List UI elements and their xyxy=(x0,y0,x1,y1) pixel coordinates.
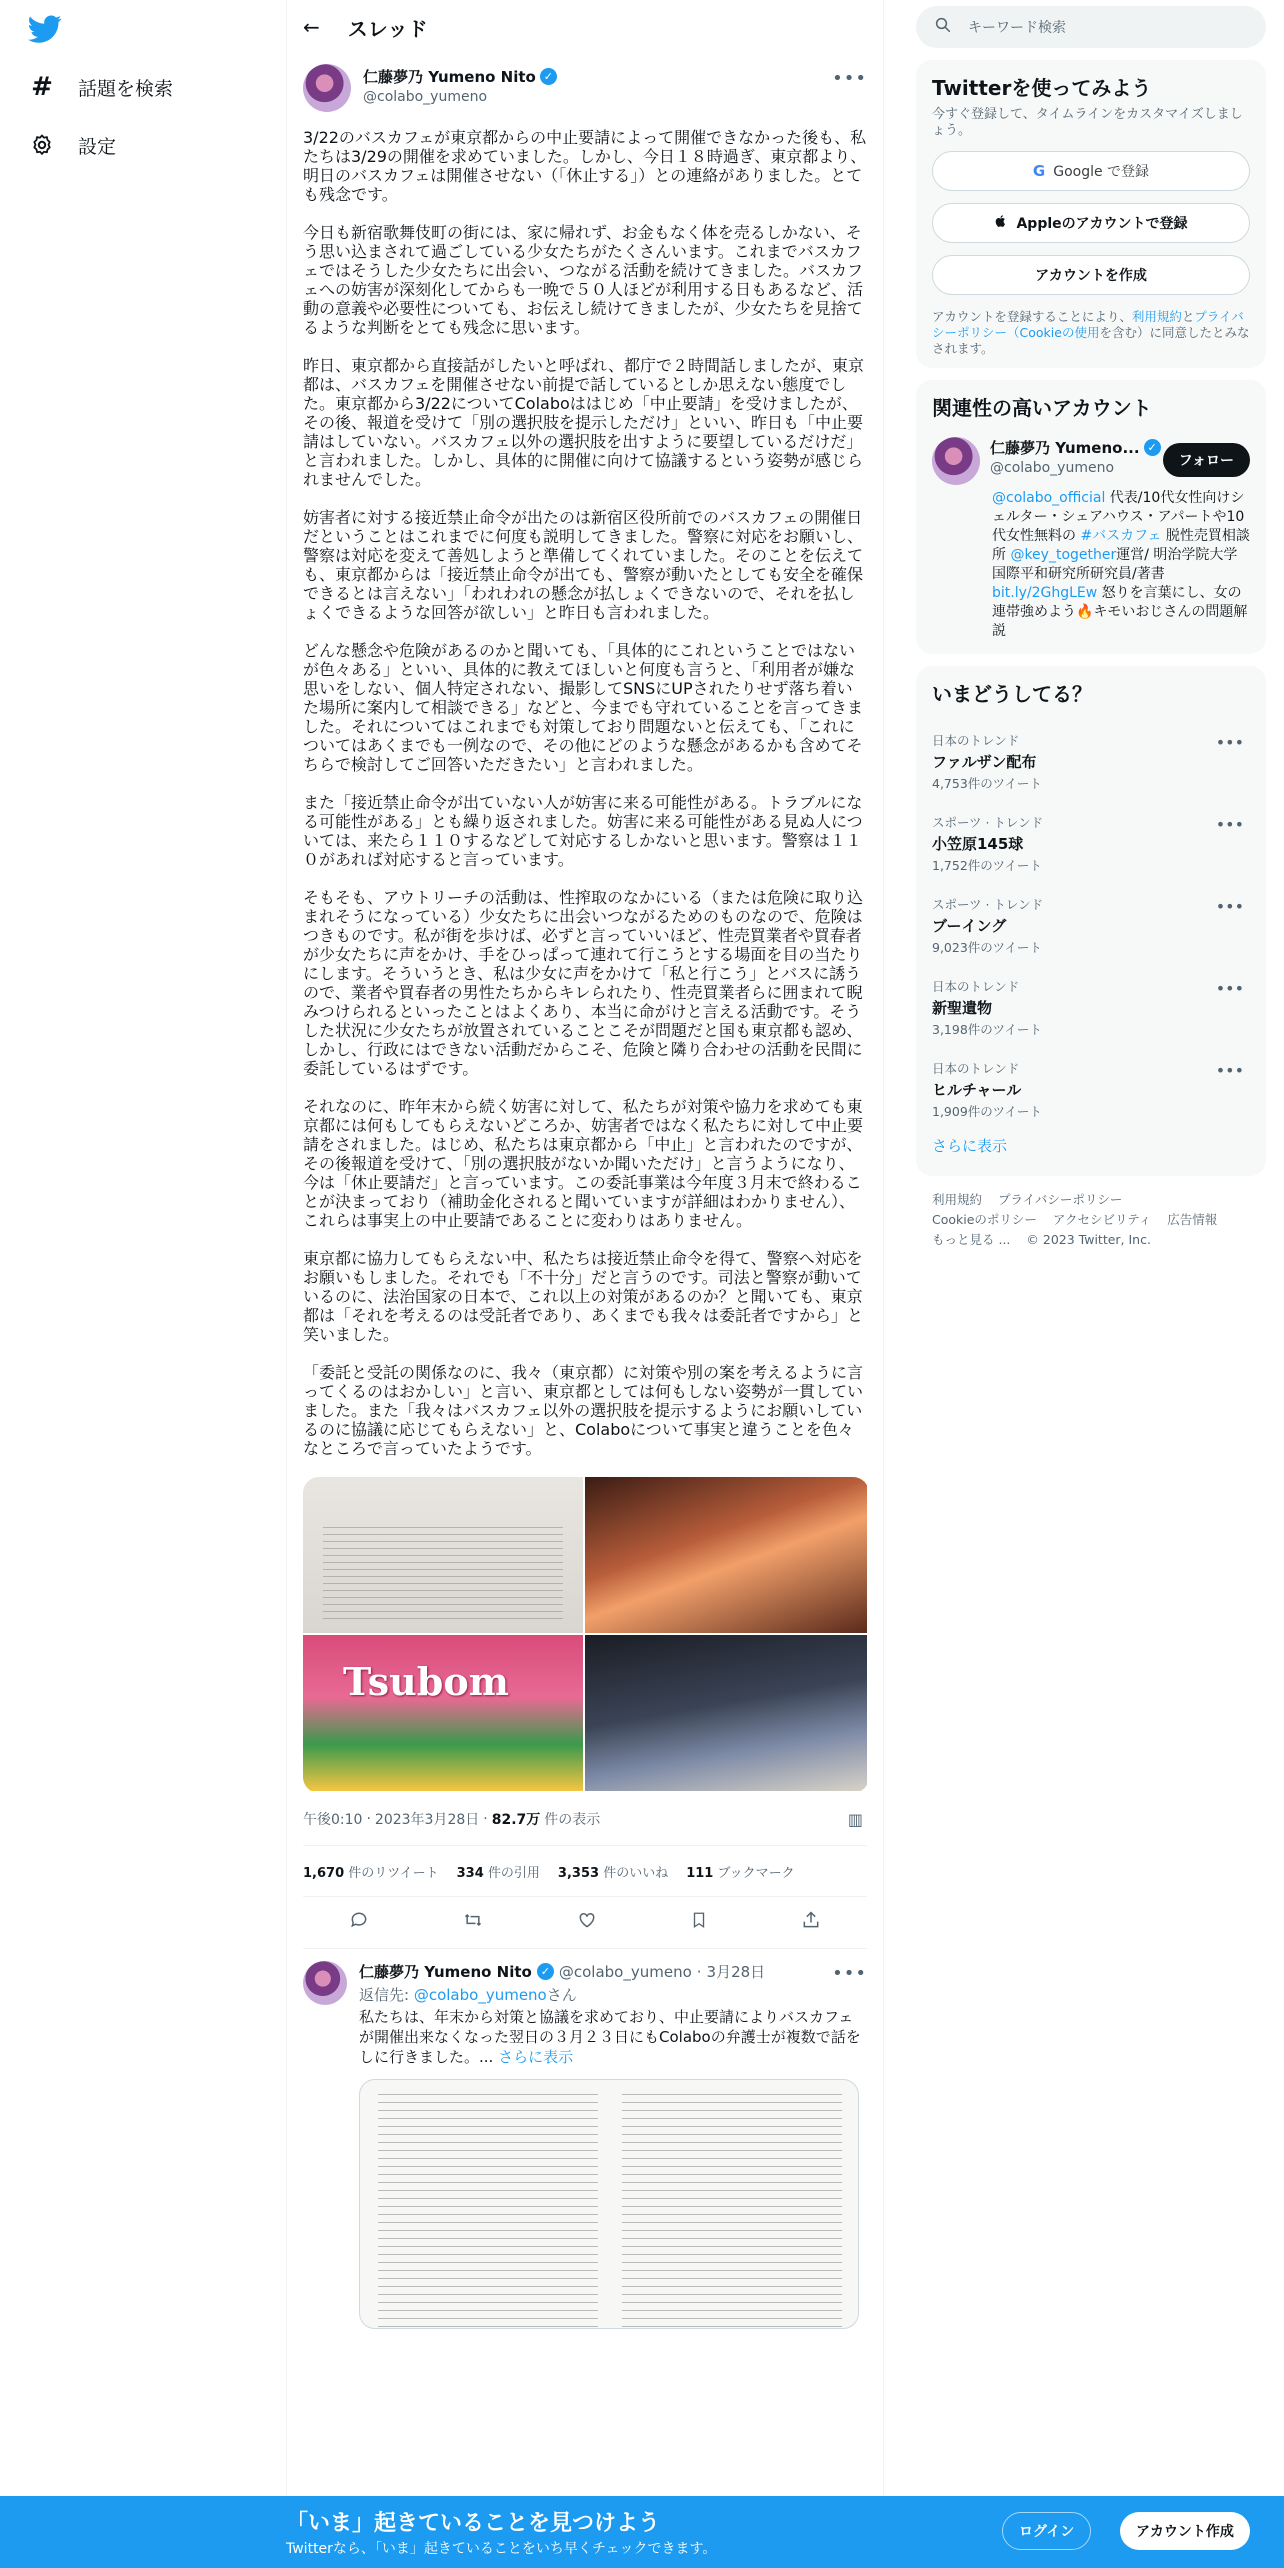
nav-settings-label: 設定 xyxy=(78,135,117,158)
more-options-icon[interactable]: ••• xyxy=(832,68,867,89)
footer-link[interactable]: プライバシーポリシー xyxy=(998,1192,1123,1207)
right-sidebar xyxy=(916,0,1266,1250)
apple-signup-button[interactable]: Appleのアカウントで登録 xyxy=(932,203,1250,243)
hashtag-icon: # xyxy=(31,72,53,102)
footer-link[interactable]: 利用規約 xyxy=(932,1192,983,1207)
trend-item[interactable]: 日本のトレンド 新聖遺物 3,198件のツイート ••• xyxy=(932,979,1244,1037)
footer-link[interactable]: アクセシビリティ xyxy=(1052,1212,1152,1227)
trend-item[interactable]: 日本のトレンド ファルザン配布 4,753件のツイート ••• xyxy=(932,733,1244,791)
apple-icon xyxy=(994,213,1008,233)
footer-link[interactable]: Cookieのポリシー xyxy=(932,1212,1037,1227)
media-bus-aisle-photo[interactable] xyxy=(585,1635,867,1791)
more-options-icon[interactable]: ••• xyxy=(832,1963,867,1984)
tweet-text xyxy=(303,128,867,1458)
avatar[interactable] xyxy=(303,1961,347,2005)
signup-terms: アカウントを登録することにより、利用規約とプライバシーポリシー（Cookieの使用を含む）に同意したとみなされます。 xyxy=(932,309,1250,356)
related-account[interactable] xyxy=(932,437,1250,485)
tweet-time[interactable]: 午後0:10 xyxy=(303,1812,363,1828)
trend-item[interactable]: スポーツ · トレンド 小笠原145球 1,752件のツイート ••• xyxy=(932,815,1244,873)
copyright: © 2023 Twitter, Inc. xyxy=(1026,1232,1151,1247)
show-more-link[interactable]: さらに表示 xyxy=(498,2048,574,2066)
tweet-paragraph: 「委託と受託の関係なのに、我々（東京都）に対策や別の案を考えるように言ってくるのはおかしい」と言い、東京都としては何もしない姿勢が一貫していました。また「我々はバスカフェ以外の選択肢を提示するようにお願いしているのに協議に応じてもらえない」と、Colaboについて事実と違うことを色々なところで言っていたようです。 xyxy=(303,1363,864,1458)
footer-links xyxy=(916,1190,1266,1250)
tweet-paragraph: 3/22のバスカフェが東京都からの中止要請によって開催できなかった後も、私たちは3/29の開催を求めていました。しかし、今日１８時過ぎ、東京都より、明日のバスカフェは開催させない（「休止する」）との連絡がありました。とても残念です。 xyxy=(303,128,867,204)
reply-author-handle[interactable]: @colabo_yumeno xyxy=(558,1962,692,1981)
avatar[interactable] xyxy=(932,437,980,485)
google-signup-button[interactable]: G Google で登録 xyxy=(932,151,1250,191)
bus-brand-text: Tsubom xyxy=(343,1659,509,1704)
terms-link[interactable]: 利用規約 xyxy=(1131,309,1182,324)
more-options-icon[interactable]: ••• xyxy=(1215,897,1244,916)
tweet-paragraph: 妨害者に対する接近禁止命令が出たのは新宿区役所前でのバスカフェの開催日だということはこれまでに何度も説明してきました。警察に対応をお願いし、警察は対応を変えて善処しようと準備してくれていました。そのことを伝えても、東京都からは「接近禁止命令が出ても、警察が動いたとしても安全を確保できるとは言えない」「われわれの懸念が払しょくできないので、それを払しょくできるような回答が欲しい」と昨日も言われました。 xyxy=(303,508,864,622)
reply-date[interactable]: 3月28日 xyxy=(706,1963,766,1981)
tweet-paragraph: 昨日、東京都から直接話がしたいと呼ばれ、都庁で２時間話しましたが、東京都は、バスカフェを開催させない前提で話しているとしか思えない態度でした。東京都から3/22についてColaboははじめ「中止要請」を受けましたが、その後、報道を受けて「別の選択肢を提示しただけ」といい、昨日も「中止要請はしていない。バスカフェ以外の選択肢を出すように要望しているだけだ」と言われました。しかし、具体的に開催に向けて協議するという姿勢が感じられませんでした。 xyxy=(303,356,864,489)
author-handle[interactable]: @colabo_yumeno xyxy=(363,89,488,105)
more-options-icon[interactable]: ••• xyxy=(1215,979,1244,998)
banner-subtitle: Twitterなら、「いま」起きていることをいち早くチェックできます。 xyxy=(286,2541,717,2557)
bookmark-icon[interactable] xyxy=(690,1910,708,1935)
quote-stat[interactable]: 334 件の引用 xyxy=(456,1865,540,1881)
retweet-icon[interactable] xyxy=(462,1910,484,1935)
reply-to-handle[interactable]: @colabo_yumeno xyxy=(413,1986,547,2004)
media-document-photo[interactable] xyxy=(303,1477,583,1633)
reply-icon[interactable] xyxy=(349,1910,369,1935)
analytics-icon[interactable]: ▥ xyxy=(847,1809,863,1829)
trend-item[interactable]: スポーツ · トレンド ブーイング 9,023件のツイート ••• xyxy=(932,897,1244,955)
tweet-date[interactable]: 2023年3月28日 xyxy=(374,1812,480,1828)
footer-link[interactable]: 広告情報 xyxy=(1167,1212,1218,1227)
related-title: 関連性の高いアカウント xyxy=(932,396,1152,420)
trends-card xyxy=(916,666,1266,1176)
tweet-author xyxy=(303,64,867,112)
more-options-icon[interactable]: ••• xyxy=(1215,1061,1244,1080)
related-name[interactable]: 仁藤夢乃 Yumeno... xyxy=(990,439,1140,457)
tweet-meta: 午後0:10 · 2023年3月28日 · 82.7万 件の表示 ▥ xyxy=(303,1809,863,1829)
signup-card xyxy=(916,60,1266,368)
search-icon xyxy=(934,16,952,38)
nav-explore-label: 話題を検索 xyxy=(78,77,174,100)
footer-more-link[interactable]: もっと見る ... xyxy=(932,1232,1011,1247)
media-bus-interior-photo[interactable] xyxy=(585,1477,867,1633)
reply-to-line: 返信先: @colabo_yumenoさん xyxy=(359,1986,577,2004)
tweet-paragraph: また「接近禁止命令が出ていない人が妨害に来る可能性がある。トラブルになる可能性がある」とも繰り返されました。妨害に来る可能性がある見ぬ人については、来たら１１０するなどして対応するしかないと思います。警察は１１０があれば対応すると言っています。 xyxy=(303,793,863,869)
left-nav xyxy=(0,0,286,2568)
media-bus-exterior-photo[interactable] xyxy=(303,1635,583,1791)
tweet-media-grid xyxy=(303,1477,869,1793)
search-input[interactable]: キーワード検索 xyxy=(968,20,1066,36)
back-arrow-icon[interactable]: ← xyxy=(303,15,320,39)
reply-text: 私たちは、年末から対策と協議を求めており、中止要請によりバスカフェが開催出来なくなった翌日の３月２３日にもColaboの弁護士が複数で話をしに行きました。... さらに表示 xyxy=(359,2008,861,2066)
fire-emoji-icon: 🔥 xyxy=(1076,604,1094,620)
thread-header xyxy=(287,0,883,54)
reply-tweet[interactable] xyxy=(287,1949,883,2341)
more-options-icon[interactable]: ••• xyxy=(1215,815,1244,834)
privacy-link[interactable]: プライバシーポリシー xyxy=(932,309,1244,340)
main-column xyxy=(286,0,884,2568)
signup-title: Twitterを使ってみよう xyxy=(932,76,1152,100)
tweet-paragraph: 今日も新宿歌舞伎町の街には、家に帰れず、お金もなく体を売るしかない、そう思い込まされて過ごしている少女たちがたくさんいます。これまでバスカフェではそうした少女たちに出会い、つながる活動を続けてきました。バスカフェへの妨害が深刻化してからも一晩で５０人ほどが利用する日もあるなど、活動の意義や必要性についても、お伝えし続けてきましたが、少女たちを見捨てるような判断をとても残念に思います。 xyxy=(303,223,864,337)
trends-title: いまどうしてる？ xyxy=(932,682,1092,706)
banner-title: 「いま」起きていることを見つけよう xyxy=(286,2511,661,2536)
verified-badge-icon: ✓ xyxy=(540,68,557,85)
twitter-bird-icon[interactable] xyxy=(28,12,62,46)
verified-badge-icon: ✓ xyxy=(537,1963,554,1980)
bottom-signup-banner xyxy=(0,2496,1284,2568)
verified-badge-icon: ✓ xyxy=(1144,439,1161,456)
avatar[interactable] xyxy=(303,64,351,112)
like-icon[interactable] xyxy=(577,1910,597,1935)
tweet-paragraph: それなのに、昨年末から続く妨害に対して、私たちが対策や協力を求めても東京都には何もしてもらえないどころか、妨害者ではなく私たちに対して中止要請をされました。はじめ、私たちは東京都から「中止」と言われたのですが、その後報道を受けて、「別の選択肢がないか聞いただけ」と言うようになり、今は「休止要請だ」と言っています。この委託事業は今年度３月末で終わることが決まっており（補助金化されると聞いていますが詳細はわかりません）、これらは事実上の中止要請であることに変わりはありません。 xyxy=(303,1097,864,1230)
follow-button[interactable]: フォロー xyxy=(1163,443,1250,477)
reply-header: 仁藤夢乃 Yumeno Nito ✓ @colabo_yumeno · 3月28日 xyxy=(359,1962,766,1981)
reply-document-image[interactable] xyxy=(359,2079,859,2329)
related-accounts-card xyxy=(916,380,1266,654)
like-stat[interactable]: 3,353 件のいいね xyxy=(557,1865,669,1881)
create-account-button[interactable]: アカウントを作成 xyxy=(932,255,1250,295)
tweet-actions xyxy=(303,1897,867,1949)
cookie-link[interactable]: （Cookieの使用 xyxy=(1007,325,1100,340)
trends-show-more-link[interactable]: さらに表示 xyxy=(932,1137,1008,1155)
author-name[interactable]: 仁藤夢乃 Yumeno Nito xyxy=(363,68,536,86)
more-options-icon[interactable]: ••• xyxy=(1215,733,1244,752)
views-label: 件の表示 xyxy=(544,1812,601,1828)
nav-settings[interactable] xyxy=(28,123,116,167)
related-handle[interactable]: @colabo_yumeno xyxy=(990,460,1115,476)
bookmark-stat[interactable]: 111 ブックマーク xyxy=(686,1865,795,1881)
google-icon: G xyxy=(1032,162,1046,180)
reply-author-name[interactable]: 仁藤夢乃 Yumeno Nito xyxy=(359,1963,532,1981)
signup-subtitle: 今すぐ登録して、タイムラインをカスタマイズしましょう。 xyxy=(932,107,1243,138)
views-count: 82.7万 xyxy=(491,1812,541,1828)
tweet-paragraph: そもそも、アウトリーチの活動は、性搾取のなかにいる（または危険に取り込まれそうになっている）少女たちに出会いつながるためのものなので、危険はつきものです。私が街を歩けば、必ずと言っていいほど、性売買業者や買春者が少女たちに声をかけ、手をひっぱって連れて行こうとする場面を目の当たりにします。そういうとき、私は少女に声をかけて「私と行こう」とバスに誘うので、業者や買春者の男性たちからキレられたり、性売買業者らに囲まれて睨みつけられるといったことはよくあり、本当に命がけと言える活動です。そうした状況に少女たちが放置されていることこそが問題だと国も東京都も認め、しかし、行政にはできない活動だからこそ、危険と隣り合わせの活動を民間に委託しているはずです。 xyxy=(303,888,864,1078)
nav-explore[interactable] xyxy=(28,65,173,109)
main-tweet xyxy=(287,54,883,1949)
trend-item[interactable]: 日本のトレンド ヒルチャール 1,909件のツイート ••• xyxy=(932,1061,1244,1119)
login-button[interactable]: ログイン xyxy=(1002,2512,1091,2550)
tweet-paragraph: どんな懸念や危険があるのかと聞いても、「具体的にこれということではないが色々ある」といい、具体的に教えてほしいと何度も言うと、「利用者が嫌な思いをしない、個人特定されない、撮影してSNSにUPされたりせず落ち着いた場所に案内して相談できる」などと、今までも守れていることを言ってきました。それについてはこれまでも対策しており問題ないと伝えても、「これについてはあくまでも一例なので、その他にどのような懸念があるかも含めてそちらで検討してご回答いただきたい」と言われました。 xyxy=(303,641,864,774)
retweet-stat[interactable]: 1,670 件のリツイート xyxy=(303,1865,439,1881)
page-title: スレッド xyxy=(347,16,428,41)
search-box[interactable] xyxy=(916,6,1266,48)
tweet-paragraph: 東京都に協力してもらえない中、私たちは接近禁止命令を得て、警察へ対応をお願いもしました。それでも「不十分」だと言うのです。司法と警察が動いているのに、法治国家の日本で、これ以上の対策があるのか？と聞いても、東京都は「それを考えるのは受託者であり、あくまでも我々は委託者ですから」と笑いました。 xyxy=(303,1249,864,1344)
tweet-stats xyxy=(303,1845,867,1897)
signup-button[interactable]: アカウント作成 xyxy=(1120,2512,1250,2550)
share-icon[interactable] xyxy=(801,1910,821,1935)
gear-icon xyxy=(28,131,56,159)
related-bio: @colabo_official 代表/10代女性向けシェルター・シェアハウス・アパートや10代女性無料の #バスカフェ 脱性売買相談所 @key_together運営/ 明治学院大学国際平和研究所研究員/著書bit.ly/2GhgLEw 怒りを言葉にし、女の連帯強めよう🔥キモいおじさんの問題解説 xyxy=(992,490,1250,639)
